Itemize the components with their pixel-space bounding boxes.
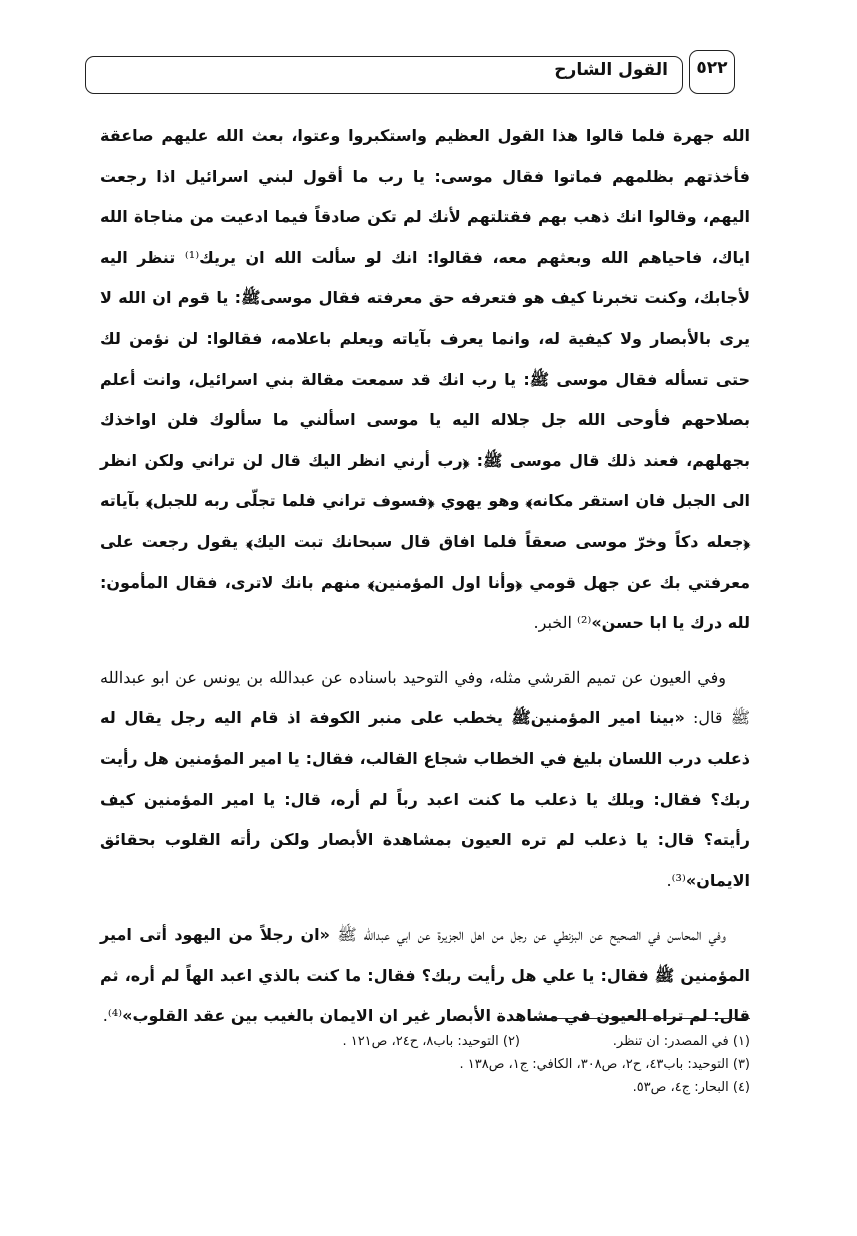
text-run: . [102,1006,108,1026]
main-text [100,116,750,1051]
honorific: ﷺ [654,965,675,985]
footnote-row [100,1076,750,1099]
running-title: القول الشارح [554,60,668,80]
text-run: . [666,870,672,890]
footnotes [100,1030,750,1099]
text-run: : ﴿رب أرني انظر اليك قال لن تراني ولكن انظر الى الجبل فان استقر مكانه﴾ وهو يهوي ﴿فسوف تراني فلما تجلّى ربه للجبل﴾ بآياته ﴿جعله دكاً وخرّ موسى صعقاً فلما افاق قال سبحانك تبت اليك﴾ يقول رجعت على معرفتي بك عن جهل قومي ﴿وأنا اول المؤمنين﴾ منهم بانك لاترى، فقال المأمون: لله درك يا ابا حسن» [100,450,750,633]
footnote-2: (٢) التوحيد: باب٨، ح٢٤، ص١٢١ . [342,1034,520,1049]
running-title-frame [85,56,683,94]
honorific: ﷺ [529,369,550,389]
footnote-row [100,1030,750,1053]
text-run: يخطب على منبر الكوفة اذ قام اليه رجل يقال له ذعلب درب اللسان بليغ في الخطاب شجاع القالب، فقال: يا امير المؤمنين هل رأيت ربك؟ فقال: ويلك يا ذعلب ما كنت اعبد رباً لم أره، قال: يا امير المؤمنين كيف رأيته؟ قال: يا ذعلب لم تره العيون بمشاهدة الأبصار ولكن رأته القلوب بحقائق الايمان» [100,708,750,890]
honorific: ﷺ [241,288,261,308]
footnote-ref-1: ⁽¹⁾ [184,247,200,267]
text-run: تنظر اليه لأجابك، وكنت تخبرنا كيف هو فتعرفه حق معرفته فقال موسى [100,247,751,308]
honorific: ﷺ [337,925,357,945]
footnote-ref-3: ⁽³⁾ [671,870,686,890]
text-run: «ان رجلاً من اليهود أتى امير المؤمنين [100,925,751,985]
page-number-frame [689,50,735,94]
text-run: «بينا امير المؤمنين [530,708,685,728]
text-run: الخبر. [533,613,578,633]
honorific: ﷺ [511,708,531,728]
page-header [85,50,735,100]
honorific: ﷺ [483,450,503,470]
text-run: الله جهرة فلما قالوا هذا القول العظيم واستكبروا وعتوا، بعث الله عليهم صاعقة فأخذتهم بظلمهم فماتوا فقال موسى: يا رب ما أقول لبني اسرائيل اذا رجعت اليهم، وقالوا انك ذهب بهم فقتلتهم لأنك لم تكن صادقاً فيما ادعيت من مناجاة الله اياك، فاحياهم الله وبعثهم معه، فقالوا: انك لو سألت الله ان يريك [100,126,750,267]
footnote-row [100,1053,750,1076]
footnote-ref-4: ⁽⁴⁾ [107,1006,123,1026]
page-number: ٥٢٢ [696,58,728,78]
paragraph-2 [100,658,750,902]
footnote-ref-2: ⁽²⁾ [577,613,592,633]
footnote-4: (٤) البحار: ج٤، ص٥٣. [632,1080,750,1095]
footnote-separator [530,1018,750,1019]
text-run: : يا رب انك قد سمعت مقالة بني اسرائيل، وانت أعلم بصلاحهم فأوحى الله جل جلاله اليه يا موسى اسألني ما سألوك فلن اواخذك بجهلهم، فعند ذلك قال موسى [100,369,750,470]
footnote-1: (١) في المصدر: ان تنظر. [612,1034,750,1049]
honorific: ﷺ [730,708,751,728]
footnote-3: (٣) التوحيد: باب٤٣، ح٢، ص٣٠٨، الكافي: ج١، ص١٣٨ . [459,1057,750,1072]
text-run: وفي المحاسن في الصحيح عن البزنطي عن رجل من اهل الجزيرة عن ابي عبدالله [356,925,726,945]
text-run: فقال: يا علي هل رأيت ربك؟ فقال: ما كنت بالذي اعبد الهاً لم أره، ثم قال: لم تراه العيون في مشاهدة الأبصار غير ان الايمان بالغيب بين عقد القلوب» [100,965,750,1026]
text-run: قال: [684,708,731,728]
text-run: وفي العيون عن تميم القرشي مثله، وفي التوحيد باسناده عن عبدالله بن يونس عن ابو عبدالله [100,667,726,687]
text-run: : يا قوم ان الله لا يرى بالأبصار ولا كيفية له، وانما يعرف بآياته ويعلم باعلامه، فقالوا: لن نؤمن لك حتى تسأله فقال موسى [100,288,751,389]
paragraph-1 [100,116,750,644]
